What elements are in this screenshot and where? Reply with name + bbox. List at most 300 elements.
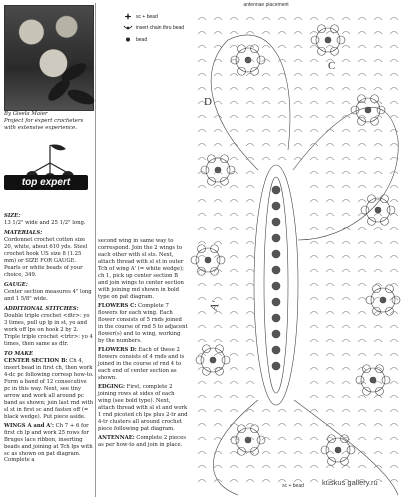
chain-loop [390, 326, 398, 329]
chain-loop [198, 116, 206, 119]
legend-label: bead [136, 36, 148, 43]
chain-loop [294, 130, 302, 133]
chain-loop [198, 228, 206, 231]
chain-loop [214, 284, 222, 287]
chain-loop [246, 32, 254, 35]
leaf-shape [66, 87, 96, 108]
flower-center [365, 107, 371, 113]
chain-loop [358, 340, 366, 343]
chain-loop [390, 466, 398, 469]
edging-paragraph [98, 384, 188, 433]
chain-loop [198, 466, 206, 469]
chain-loop [310, 312, 318, 315]
edging-heading: EDGING: [98, 383, 125, 390]
legend-item [122, 12, 192, 21]
chain-loop [326, 382, 334, 385]
chain-loop [214, 60, 222, 63]
chain-loop [198, 480, 206, 483]
stitches-heading: ADDITIONAL STITCHES: [4, 305, 79, 312]
chain-loop [198, 312, 206, 315]
chain-loop [262, 74, 270, 77]
chain-loop [326, 354, 334, 357]
chain-loop [246, 242, 254, 245]
chain-loop [374, 130, 382, 133]
chain-loop [358, 284, 366, 287]
chain-loop [230, 200, 238, 203]
chain-loop [230, 102, 238, 105]
chain-loop [198, 130, 206, 133]
chain-loop [374, 396, 382, 399]
chain-loop [230, 88, 238, 91]
chain-loop [198, 200, 206, 203]
materials-heading: MATERIALS: [4, 229, 43, 236]
chain-loop [262, 424, 270, 427]
legend-item [122, 21, 192, 35]
chain-loop [230, 32, 238, 35]
wing-outline [293, 107, 398, 240]
flower-petal [321, 446, 329, 454]
chain-loop [390, 102, 398, 105]
gauge-heading: GAUGE: [4, 281, 28, 288]
chain-loop [214, 382, 222, 385]
chain-loop [278, 116, 286, 119]
chain-loop [246, 270, 254, 273]
chain-loop [294, 60, 302, 63]
chain-loop [262, 466, 270, 469]
chain-loop [342, 256, 350, 259]
chain-loop [390, 354, 398, 357]
chain-loop [278, 144, 286, 147]
chain-loop [214, 130, 222, 133]
chain-loop [214, 354, 222, 357]
chain-loop [390, 438, 398, 441]
chain-loop [310, 410, 318, 413]
materials-text: Cordonnet crochet cotton size 20, white, about 610 yds. Steel crochet hook US size 8 (1.25 mm) or SIZE FOR GAUGE. Pearls or white beads of your choice, 349. [4, 236, 88, 278]
chain-loop [326, 256, 334, 259]
flower-petal [361, 206, 369, 214]
chain-loop [246, 74, 254, 77]
chain-loop [214, 466, 222, 469]
chain-loop [390, 424, 398, 427]
flower-petal [387, 206, 395, 214]
chain-loop [358, 410, 366, 413]
chain-loop [326, 74, 334, 77]
flowers-d-text: Each of these 2 flowers consists of 4 rnds and is joined in the course of rnd 4 to each end of center section as shown. [98, 346, 185, 381]
chain-loop [310, 200, 318, 203]
chain-loop [214, 200, 222, 203]
chain-loop [326, 326, 334, 329]
chain-loop [358, 74, 366, 77]
chain-loop [310, 116, 318, 119]
chain-loop [310, 172, 318, 175]
chain-loop [374, 186, 382, 189]
chain-loop [214, 102, 222, 105]
center-heading: CENTER SECTION B: [4, 357, 68, 364]
chain-loop [230, 368, 238, 371]
chain-loop [198, 214, 206, 217]
chain-loop [294, 32, 302, 35]
wings-text: Ch 7 + 6 for first ch lp and work 25 rows for Bruges lace ribbon, inserting beads and joining at Tch lps with sc as shown on pat diagram. Complete a [4, 422, 93, 464]
chain-loop [310, 452, 318, 455]
watermark: kuskus gallery.ru [322, 478, 378, 487]
author-note: Project for expert crocheters with extensive experience. [4, 117, 84, 131]
chain-loop [342, 284, 350, 287]
gauge-text: Center section measures 4" long and 1 5/8" wide. [4, 288, 92, 302]
chain-loop [278, 60, 286, 63]
chain-loop [342, 144, 350, 147]
chain-loop [310, 396, 318, 399]
chain-loop [310, 340, 318, 343]
chain-loop [310, 32, 318, 35]
difficulty-badge-icon [10, 143, 90, 203]
chain-loop [358, 424, 366, 427]
chain-loop [342, 130, 350, 133]
chain-loop [214, 228, 222, 231]
chain-loop [390, 18, 398, 21]
chain-loop [342, 326, 350, 329]
chain-loop [230, 480, 238, 483]
chain-loop [326, 340, 334, 343]
chain-loop [246, 312, 254, 315]
flowers-c-heading: FLOWERS C: [98, 302, 137, 309]
chain-loop [294, 116, 302, 119]
chain-loop [310, 382, 318, 385]
chain-loop [326, 368, 334, 371]
chain-loop [342, 200, 350, 203]
chain-loop [230, 158, 238, 161]
chain-loop [214, 46, 222, 49]
chain-loop [246, 480, 254, 483]
label-sc-bead: sc + bead [282, 483, 304, 489]
author-byline: By Gisela Maier [4, 111, 48, 117]
chain-loop [246, 46, 254, 49]
chain-loop [310, 88, 318, 91]
chain-loop [390, 452, 398, 455]
chain-loop [390, 396, 398, 399]
chain-loop [358, 186, 366, 189]
chain-loop [390, 116, 398, 119]
chain-loop [358, 354, 366, 357]
chain-loop [310, 424, 318, 427]
chain-loop [198, 144, 206, 147]
chain-loop [214, 88, 222, 91]
label-antennae-placement: antennae placement [243, 2, 289, 8]
chain-loop [390, 200, 398, 203]
chain-loop [294, 410, 302, 413]
chain-loop [262, 158, 270, 161]
chain-loop [262, 130, 270, 133]
chain-loop [326, 200, 334, 203]
chain-loop [262, 18, 270, 21]
column-divider [95, 3, 96, 497]
chain-loop [246, 424, 254, 427]
chain-loop [198, 424, 206, 427]
author-credit [4, 111, 92, 131]
chain-loop [374, 410, 382, 413]
chain-loop [294, 144, 302, 147]
chain-loop [246, 186, 254, 189]
chain-loop [342, 368, 350, 371]
chain-loop [326, 242, 334, 245]
center-section-paragraph [4, 358, 94, 421]
flower-center [380, 297, 386, 303]
chain-loop [374, 88, 382, 91]
chain-loop [246, 410, 254, 413]
chain-loop [390, 60, 398, 63]
symbol-legend [122, 12, 192, 44]
chain-loop [374, 354, 382, 357]
chain-loop [358, 18, 366, 21]
flower-petal [351, 106, 359, 114]
chain-loop [342, 382, 350, 385]
chain-loop [374, 172, 382, 175]
chain-loop [246, 130, 254, 133]
chain-loop [214, 18, 222, 21]
chain-loop [278, 74, 286, 77]
chain-loop [390, 130, 398, 133]
chain-loop [278, 32, 286, 35]
chain-loop [358, 130, 366, 133]
wing-outline [213, 400, 258, 495]
chain-loop [342, 410, 350, 413]
chain-loop [358, 116, 366, 119]
chain-loop [310, 368, 318, 371]
chain-loop [198, 186, 206, 189]
chain-loop [230, 130, 238, 133]
chain-loop [374, 60, 382, 63]
chain-loop [278, 102, 286, 105]
chain-loop [358, 396, 366, 399]
crochet-pattern-diagram [188, 0, 406, 500]
chain-loop [198, 32, 206, 35]
chain-loop [246, 256, 254, 259]
chain-loop [342, 102, 350, 105]
chain-loop [374, 438, 382, 441]
chain-loop [230, 340, 238, 343]
chain-loop [310, 18, 318, 21]
chain-loop [342, 214, 350, 217]
chain-loop [310, 228, 318, 231]
chain-loop [246, 326, 254, 329]
bead-dot [272, 330, 280, 338]
chain-loop [262, 480, 270, 483]
chain-loop [374, 32, 382, 35]
chain-loop [326, 186, 334, 189]
chain-loop [246, 214, 254, 217]
edging-text: First, complete 2 joining rows at sides of each wing (see bold type). Next, attach thread with sl st and work 1 rnd picoted ch lps plus 2-tr and 4-tr clusters all around crochet piece following pat diagram. [98, 383, 188, 432]
chain-loop [294, 466, 302, 469]
chain-loop [374, 242, 382, 245]
bead-dot [272, 186, 280, 194]
chain-loop [310, 60, 318, 63]
flower-petal [222, 356, 230, 364]
chain-loop [342, 242, 350, 245]
chain-loop [214, 410, 222, 413]
bead-dot [272, 202, 280, 210]
flower-petal [191, 256, 199, 264]
chain-loop [310, 326, 318, 329]
chain-loop [326, 214, 334, 217]
chain-loop [342, 354, 350, 357]
chain-loop [198, 396, 206, 399]
chain-loop [214, 144, 222, 147]
antennae-heading: ANTENNAE: [98, 434, 135, 441]
chain-loop [198, 256, 206, 259]
chain-loop [214, 186, 222, 189]
badge-label: top expert [4, 175, 88, 190]
chain-loop [198, 326, 206, 329]
chain-loop [310, 130, 318, 133]
chain-loop [246, 228, 254, 231]
chain-loop [326, 284, 334, 287]
chain-loop [310, 354, 318, 357]
diagram-drawing [188, 0, 406, 500]
chain-loop [214, 298, 222, 301]
chain-loop [230, 382, 238, 385]
chain-loop [246, 396, 254, 399]
chain-loop [198, 18, 206, 21]
bead-dot [272, 218, 280, 226]
flower-center [370, 377, 376, 383]
chain-loop [310, 284, 318, 287]
chain-loop [262, 32, 270, 35]
chain-loop [342, 186, 350, 189]
chain-loop [246, 200, 254, 203]
size-heading: SIZE: [4, 213, 21, 219]
chain-loop [326, 102, 334, 105]
chain-loop [246, 340, 254, 343]
chain-loop [310, 46, 318, 49]
chain-loop [342, 270, 350, 273]
antennae-text: Complete 2 pieces as per how-to and join in place. [98, 434, 186, 448]
chain-loop [310, 298, 318, 301]
chain-loop [342, 466, 350, 469]
flowers-d-heading: FLOWERS D: [98, 346, 137, 353]
chain-loop [390, 228, 398, 231]
chain-loop [262, 116, 270, 119]
chain-loop [358, 256, 366, 259]
chain-loop [326, 172, 334, 175]
plus-icon [122, 13, 134, 20]
chain-loop [374, 158, 382, 161]
letter-c: C [328, 60, 336, 72]
chain-loop [326, 116, 334, 119]
chain-loop [358, 172, 366, 175]
chain-loop [278, 88, 286, 91]
chain-loop [374, 74, 382, 77]
chain-loop [390, 480, 398, 483]
chain-loop [326, 424, 334, 427]
chain-loop [390, 284, 398, 287]
chain-loop [278, 466, 286, 469]
bead-dot [272, 250, 280, 258]
make-heading: TO MAKE [4, 350, 34, 357]
stitches-text: Double triple crochet <dtr>: yo 3 times, pull up lp in st, yo and work off lps on hook 2 by 2. Triple triple crochet <trtr>: yo 4 times, then same as dtr. [4, 312, 93, 347]
chain-loop [262, 102, 270, 105]
flowers-d-paragraph [98, 347, 188, 382]
letter-a-prime: A' [207, 299, 223, 313]
chain-loop [198, 158, 206, 161]
chain-loop [310, 270, 318, 273]
chain-loop [358, 144, 366, 147]
chain-loop [358, 158, 366, 161]
chain-loop [262, 410, 270, 413]
chain-loop [214, 438, 222, 441]
bead-dot [272, 234, 280, 242]
chain-loop [198, 340, 206, 343]
chain-loop [294, 424, 302, 427]
chain-loop [358, 368, 366, 371]
chain-loop [294, 18, 302, 21]
chain-loop [230, 284, 238, 287]
chain-loop [326, 270, 334, 273]
chain-loop [294, 452, 302, 455]
flower-petal [196, 356, 204, 364]
chain-loop [294, 46, 302, 49]
chain-loop [390, 312, 398, 315]
chain-loop [198, 452, 206, 455]
chain-loop [246, 144, 254, 147]
chain-loop [390, 144, 398, 147]
chain-loop [374, 228, 382, 231]
bracket-icon [122, 25, 134, 32]
chain-loop [262, 144, 270, 147]
chain-loop [278, 158, 286, 161]
chain-loop [390, 242, 398, 245]
chain-loop [230, 354, 238, 357]
chain-loop [246, 18, 254, 21]
chain-loop [342, 172, 350, 175]
chain-loop [374, 326, 382, 329]
chain-loop [230, 396, 238, 399]
wings-heading: WINGS A and A': [4, 422, 54, 429]
chain-loop [358, 228, 366, 231]
wing-outline [211, 35, 290, 170]
chain-loop [342, 396, 350, 399]
chain-loop [198, 88, 206, 91]
chain-loop [326, 438, 334, 441]
chain-loop [230, 270, 238, 273]
flower-petal [347, 446, 355, 454]
chain-loop [246, 102, 254, 105]
flowers-c-text: Complete 7 flowers for each wing. Each flower consists of 5 rnds joined in the course of rnd 5 to adjacent flower(s) and to wing, working by the numbers. [98, 302, 188, 344]
chain-loop [214, 326, 222, 329]
chain-loop [230, 256, 238, 259]
chain-loop [358, 88, 366, 91]
chain-loop [374, 368, 382, 371]
chain-loop [342, 298, 350, 301]
chain-loop [342, 340, 350, 343]
chain-loop [310, 242, 318, 245]
flower-petal [337, 36, 345, 44]
chain-loop [278, 424, 286, 427]
chain-loop [326, 158, 334, 161]
chain-loop [310, 158, 318, 161]
chain-loop [310, 466, 318, 469]
chain-loop [278, 18, 286, 21]
chain-loop [262, 46, 270, 49]
chain-loop [230, 186, 238, 189]
chain-loop [214, 424, 222, 427]
chain-loop [230, 242, 238, 245]
chain-loop [310, 214, 318, 217]
chain-loop [358, 466, 366, 469]
chain-loop [246, 88, 254, 91]
chain-loop [358, 326, 366, 329]
chain-loop [262, 452, 270, 455]
chain-loop [358, 200, 366, 203]
chain-loop [246, 172, 254, 175]
